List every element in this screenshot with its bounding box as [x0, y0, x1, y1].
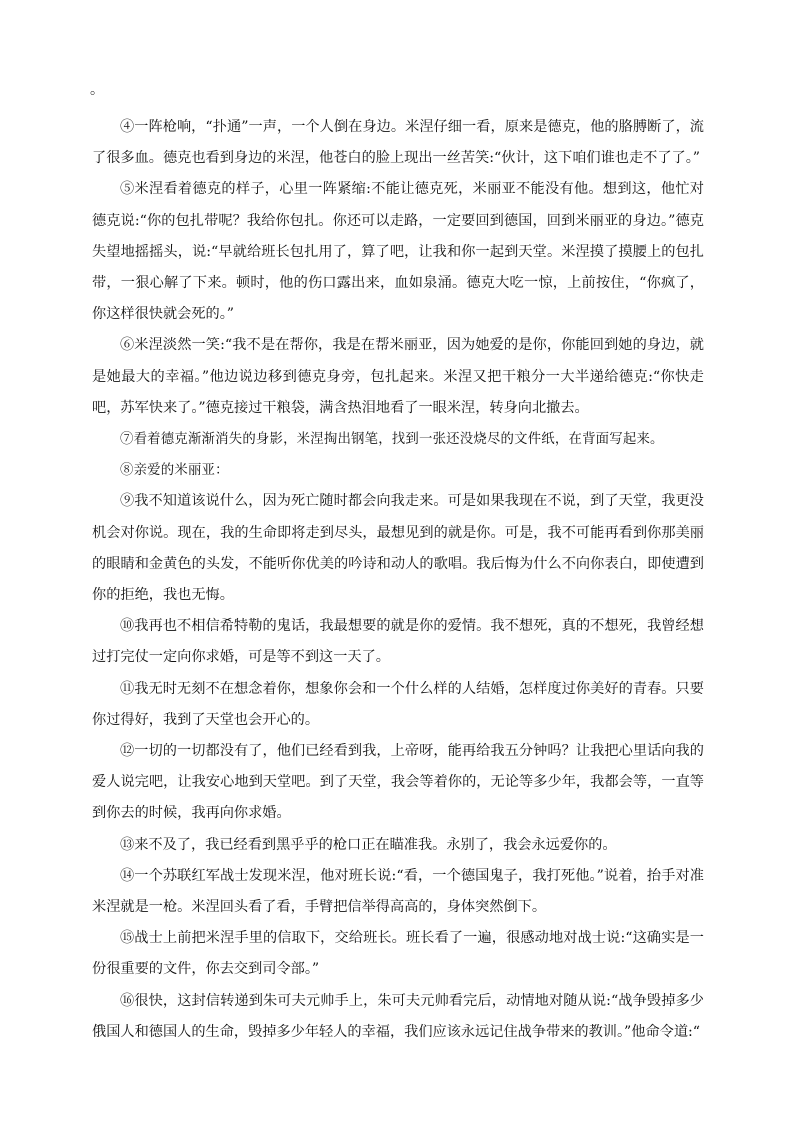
paragraph-7: ⑦看着德克渐渐消失的身影，米涅掏出钢笔，找到一张还没烧尽的文件纸，在背面写起来。 [120, 432, 664, 448]
paragraph-12: ⑫一切的一切都没有了，他们已经看到我，上帝呀，能再给我五分钟吗？让我把心里话向我的爱人说完吧，让我安心地到天堂吧。到了天堂，我会等着你的，无论等多少年，我都会等，一直等到你去的时候，我再向你求婚。 [92, 743, 704, 822]
paragraph-14: ⑭一个苏联红军战士发现米涅，他对班长说:“看，一个德国鬼子，我打死他。”说着，抬手对准米涅就是一枪。米涅回头看了看，手臂把信举得高高的，身体突然倒下。 [92, 867, 704, 916]
paragraph-15: ⑮战士上前把米涅手里的信取下，交给班长。班长看了一遍，很感动地对战士说:“这确实是一份很重要的文件，你去交到司令部。” [92, 930, 704, 978]
paragraph-16: ⑯很快，这封信转递到朱可夫元帅手上，朱可夫元帅看完后，动情地对随从说:“战争毁掉多少俄国人和德国人的生命，毁掉多少年轻人的幸福，我们应该永远记住战争带来的教训。”他命令道:“ [92, 992, 704, 1040]
paragraph-8: ⑧亲爱的米丽亚： [120, 463, 229, 479]
paragraph-9: ⑨我不知道该说什么，因为死亡随时都会向我走来。可是如果我现在不说，到了天堂，我更没机会对你说。现在，我的生命即将走到尽头，最想见到的就是你。可是，我不可能再看到你那美丽的眼睛和金黄色的头发，不能听你优美的吟诗和动人的歌唱。我后悔为什么不向你表白，即使遭到你的拒绝，我也无悔。 [92, 493, 704, 604]
leading-punctuation: 。 [90, 82, 104, 98]
article-body [92, 112, 704, 1048]
paragraph-6: ⑥米涅淡然一笑:“我不是在帮你，我是在帮米丽亚，因为她爱的是你，你能回到她的身边，就是她最大的幸福。”他边说边移到德克身旁，包扎起来。米涅又把干粮分一大半递给德克:“你快走吧，苏军快来了。”德克接过干粮袋，满含热泪地看了一眼米涅，转身向北撤去。 [92, 337, 704, 416]
paragraph-13: ⑬来不及了，我已经看到黑乎乎的枪口正在瞄准我。永别了，我会永远爱你的。 [120, 836, 617, 853]
paragraph-5: ⑤米涅看着德克的样子，心里一阵紧缩:不能让德克死，米丽亚不能没有他。想到这，他忙对德克说:“你的包扎带呢？我给你包扎。你还可以走路，一定要回到德国，回到米丽亚的身边。”德克失望地摇摇头，说:“早就给班长包扎用了，算了吧，让我和你一起到天堂。米涅摸了摸腰上的包扎带，一狠心解了下来。顿时，他的伤口露出来，血如泉涌。德克大吃一惊，上前按住，“你疯了，你这样很快就会死的。” [92, 181, 704, 323]
paragraph-10: ⑩我再也不相信希特勒的鬼话，我最想要的就是你的爱情。我不想死，真的不想死，我曾经想过打完仗一定向你求婚，可是等不到这一天了。 [92, 618, 704, 666]
paragraph-11: ⑪我无时无刻不在想念着你，想象你会和一个什么样的人结婚，怎样度过你美好的青春。只要你过得好，我到了天堂也会开心的。 [92, 680, 704, 728]
paragraph-4: ④一阵枪响，“扑通”一声，一个人倒在身边。米涅仔细一看，原来是德克，他的胳膊断了，流了很多血。德克也看到身边的米涅，他苍白的脸上现出一丝苦笑:“伙计，这下咱们谁也走不了了。” [92, 119, 704, 167]
